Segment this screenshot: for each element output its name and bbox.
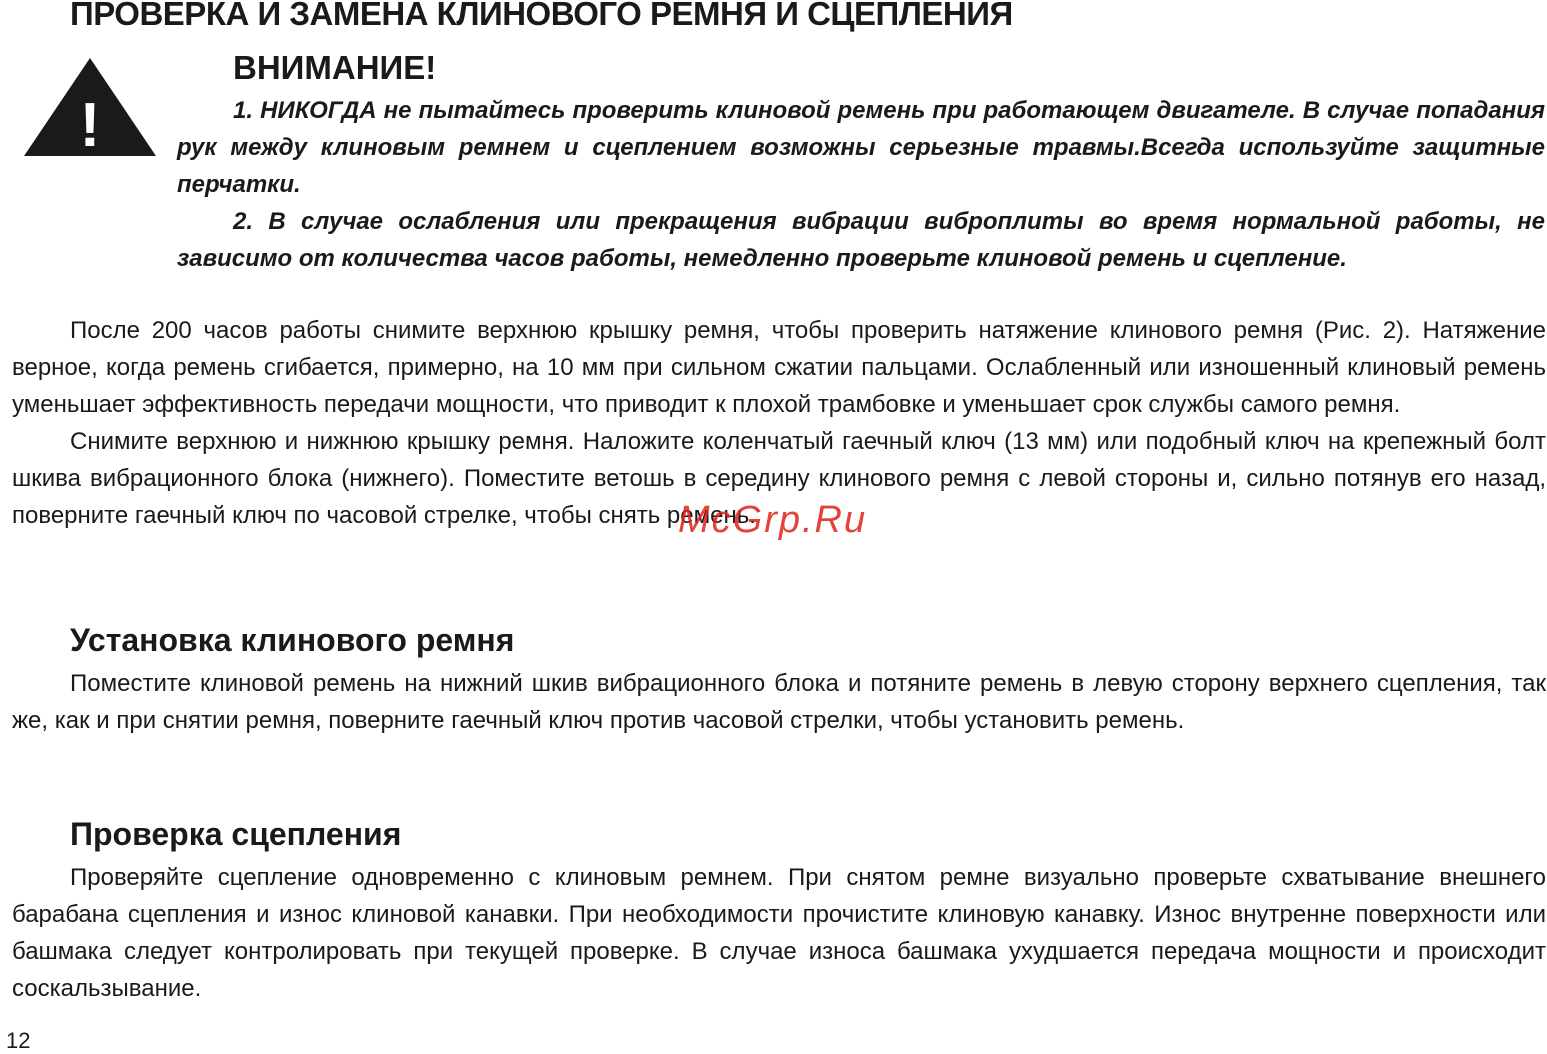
paragraph-belt-removal: Снимите верхнюю и нижнюю крышку ремня. Наложите коленчатый гаечный ключ (13 мм) или подобный ключ на крепежный болт шкива вибрационного блока (нижнего). Поместите ветошь в середину клинового ремня с левой стороны и, сильно потянув его назад, поверните гаечный ключ по часовой стрелке, чтобы снять ремень.: [12, 428, 1546, 529]
section-text-clutch-check: [12, 859, 1546, 1007]
page-title: ПРОВЕРКА И ЗАМЕНА КЛИНОВОГО РЕМНЯ И СЦЕПЛЕНИЯ: [70, 0, 1013, 32]
paragraph-belt-tension: После 200 часов работы снимите верхнюю крышку ремня, чтобы проверить натяжение клинового ремня (Рис. 2). Натяжение верное, когда ремень сгибается, примерно, на 10 мм при сильном сжатии пальцами. Ослабленный или изношенный клиновый ремень уменьшает эффективность передачи мощности, что приводит к плохой трамбовке и уменьшает срок службы самого ремня.: [12, 317, 1546, 418]
paragraph-belt-installation: Поместите клиновой ремень на нижний шкив вибрационного блока и потяните ремень в левую сторону верхнего сцепления, так же, как и при снятии ремня, поверните гаечный ключ против часовой стрелки, чтобы установить ремень.: [12, 670, 1546, 734]
section-heading-belt-installation: Установка клинового ремня: [70, 622, 515, 658]
watermark: McGrp.Ru: [678, 499, 868, 541]
paragraph-clutch-check: Проверяйте сцепление одновременно с клиновым ремнем. При снятом ремне визуально проверьте схватывание внешнего барабана сцепления и износ клиновой канавки. При необходимости прочистите клиновую канавку. Износ внутренне поверхности или башмака следует контролировать при текущей проверке. В случае износа башмака ухудшается передача мощности и происходит соскальзывание.: [12, 864, 1546, 1002]
page-number: 12: [6, 1028, 31, 1053]
warning-exclamation-mark: !: [79, 91, 101, 158]
warning-triangle-icon: [22, 56, 158, 158]
section-text-belt-installation: [12, 665, 1546, 739]
warning-item-2: 2. В случае ослабления или прекращения вибрации виброплиты во время нормальной работы, не зависимо от количества часов работы, немедленно проверьте клиновой ремень и сцепление.: [177, 208, 1545, 272]
warning-heading: ВНИМАНИЕ!: [233, 49, 437, 86]
warning-item-1: 1. НИКОГДА не пытайтесь проверить клиновой ремень при работающем двигателе. В случае попадания рук между клиновым ремнем и сцеплением возможны серьезные травмы.Всегда используйте защитные перчатки.: [177, 97, 1545, 198]
section-heading-clutch-check: Проверка сцепления: [70, 816, 402, 852]
warning-list: [177, 92, 1545, 277]
